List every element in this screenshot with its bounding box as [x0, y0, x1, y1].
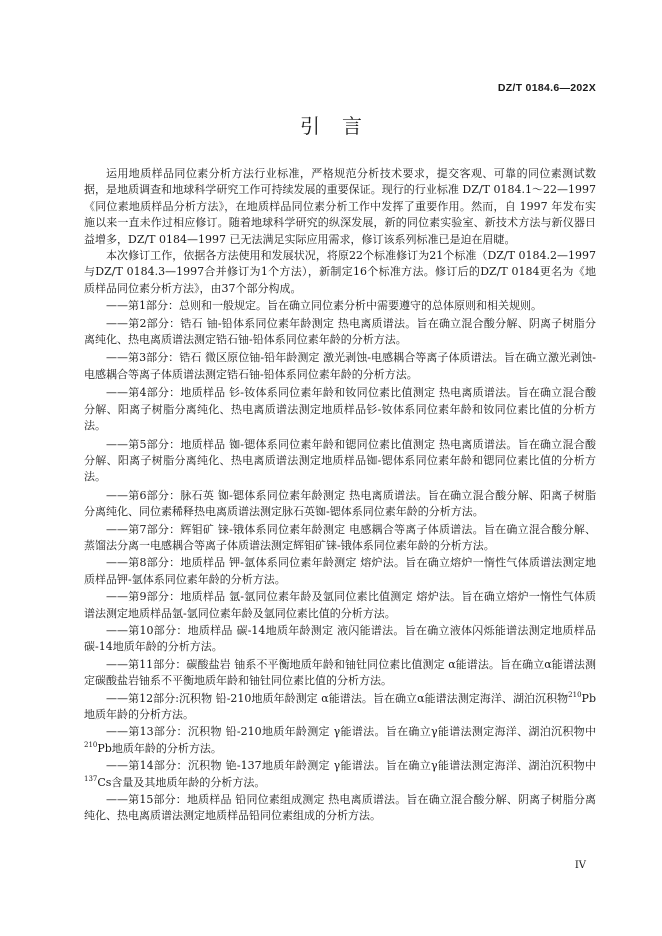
standard-number: DZ/T 0184.6—202X — [497, 82, 596, 94]
part-item: ——第4部分：地质样品 钐-钕体系同位素年龄和钕同位素比值测定 热电离质谱法。旨在确立混合酸分解、阳离子树脂分离纯化、热电离质谱法测定地质样品钐-钕体系同位素年龄和钕同位素比值的分析方法。 — [84, 386, 596, 433]
part-item: ——第10部分：地质样品 碳-14地质年龄测定 液闪能谱法。旨在确立液体闪烁能谱法测定地质样品碳-14地质年龄的分析方法。 — [84, 623, 596, 654]
part-item: ——第12部分:沉积物 铅-210地质年龄测定 α能谱法。旨在确立α能谱法测定海洋、湖泊沉积物$^{210}$Pb地质年龄的分析方法。 — [84, 690, 596, 721]
page-number: IV — [574, 860, 586, 871]
part-item: ——第6部分：脉石英 铷-锶体系同位素年龄测定 热电离质谱法。旨在确立混合酸分解、阳离子树脂分离纯化、同位素稀释热电离质谱法测定脉石英铷-锶体系同位素年龄的分析方法。 — [84, 488, 596, 519]
part-item: ——第14部分：沉积物 铯-137地质年龄测定 γ能谱法。旨在确立γ能谱法测定海洋、湖泊沉积物中$^{137}$Cs含量及其地质年龄的分析方法。 — [84, 759, 596, 789]
isotope-superscript: 210 — [84, 740, 98, 749]
part-item: ——第11部分：碳酸盐岩 铀系不平衡地质年龄和铀钍同位素比值测定 α能谱法。旨在确立α能谱法测定碳酸盐岩铀系不平衡地质年龄和铀钍同位素比值的分析方法。 — [84, 657, 596, 688]
part-item: ——第5部分：地质样品 铷-锶体系同位素年龄和锶同位素比值测定 热电离质谱法。旨在确立混合酸分解、阳离子树脂分离纯化、热电离质谱法测定地质样品铷-锶体系同位素年龄和锶同位素比值的分析方法。 — [84, 437, 596, 484]
part-item: ——第7部分：辉钼矿 铼-锇体系同位素年龄测定 电感耦合等离子体质谱法。旨在确立混合酸分解、蒸馏法分离一电感耦合等离子体质谱法测定辉钼矿铼-锇体系同位素年龄的分析方法。 — [84, 522, 596, 552]
part-item: ——第15部分：地质样品 铅同位素组成测定 热电离质谱法。旨在确立混合酸分解、阴离子树脂分离纯化、热电离质谱法测定地质样品铅同位素组成的分析方法。 — [84, 793, 596, 823]
part-item: ——第13部分：沉积物 铅-210地质年龄测定 γ能谱法。旨在确立γ能谱法测定海洋、湖泊沉积物中$^{210}$Pb地质年龄的分析方法。 — [84, 725, 596, 755]
intro-paragraph: 运用地质样品同位素分析方法行业标准，严格规范分析技术要求，提交客观、可靠的同位素测试数据，是地质调查和地球科学研究工作可持续发展的重要保证。现行的行业标准 DZ/T 0184.1～22—1997《同位素地质样品分析方法》，在地质样品同位素分析工作中发挥了重要作用。然而，自 1997 年发布实施以来一直未作过相应修订。随着地球科学研究的纵深发展，新的同位素实验室、新技术方法与新仪器日益增多，DZ/T 0184—1997 已无法满足实际应用需求，修订该系列标准已是迫在眉睫。 — [84, 167, 596, 246]
isotope-superscript: 210 — [568, 690, 582, 699]
isotope-superscript: 137 — [84, 774, 98, 783]
intro-paragraph: 本次修订工作，依据各方法使用和发展状况，将原22个标准修订为21个标准（DZ/T 0184.2—1997与DZ/T 0184.3—1997合并修订为1个方法），新制定16个标准方法。修订后的DZ/T 0184更名为《地质样品同位素分析方法》，由37个部分构成。 — [84, 249, 596, 295]
part-item: ——第2部分：锆石 铀-铅体系同位素年龄测定 热电离质谱法。旨在确立混合酸分解、阴离子树脂分离纯化、热电离质谱法测定锆石铀-铅体系同位素年龄的分析方法。 — [84, 316, 596, 347]
part-item: ——第9部分：地质样品 氩-氩同位素年龄及氩同位素比值测定 熔炉法。旨在确立熔炉一惰性气体质谱法测定地质样品氩-氩同位素年龄及氩同位素比值的分析方法。 — [84, 590, 596, 620]
part-item: ——第1部分：总则和一般规定。旨在确立同位素分析中需要遵守的总体原则和相关规则。 — [106, 299, 542, 313]
document-body — [84, 166, 596, 825]
page-title: 引言 — [300, 114, 384, 138]
part-item: ——第3部分：锆石 微区原位铀-铅年龄测定 激光剥蚀-电感耦合等离子体质谱法。旨在确立激光剥蚀-电感耦合等离子体质谱法测定锆石铀-铅体系同位素年龄的分析方法。 — [84, 351, 596, 381]
part-item: ——第8部分：地质样品 钾-氩体系同位素年龄测定 熔炉法。旨在确立熔炉一惰性气体质谱法测定地质样品钾-氩体系同位素年龄的分析方法。 — [84, 556, 596, 586]
